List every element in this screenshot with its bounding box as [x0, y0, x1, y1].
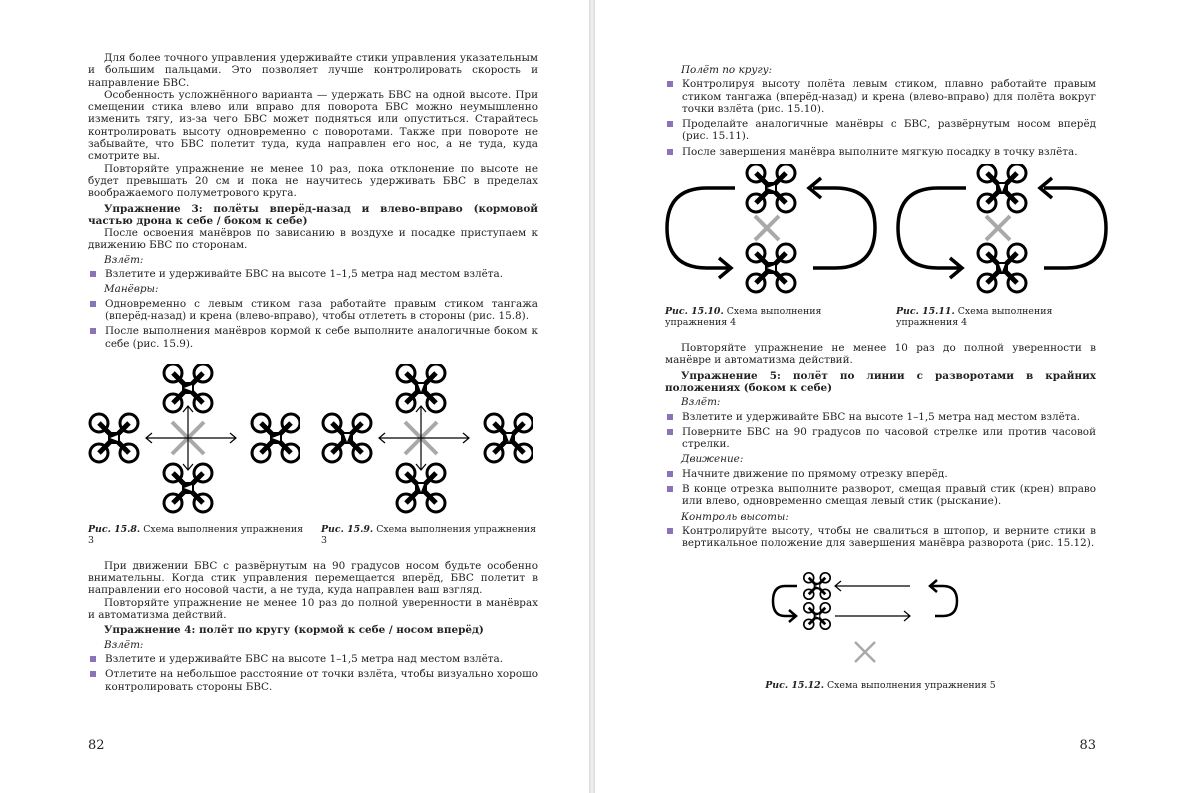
- maneuvers-label: Манёвры:: [104, 283, 159, 296]
- figure-15-11: [896, 164, 1111, 328]
- figure-15-8: [88, 364, 305, 546]
- bullet-marker: [667, 149, 673, 155]
- figure-15-9-diagram: [321, 364, 533, 522]
- figure-15-12: [665, 570, 1096, 691]
- list-item: После завершения манёвра выполните мягкую посадку в точку взлёта.: [665, 146, 1096, 158]
- bullet-list: [88, 268, 538, 280]
- bullet-marker: [667, 121, 673, 127]
- list-item: Начните движение по прямому отрезку вперёд.: [665, 468, 1096, 480]
- bullet-list: [665, 468, 1096, 508]
- list-item: Одновременно с левым стиком газа работайте правым стиком тангажа (вперёд-назад) и крена (влево-вправо), чтобы отлететь в стороны (рис. 15.8).: [88, 298, 538, 323]
- exercise-5-title: Упражнение 5: полёт по линии с разворотами в крайних положениях (боком к себе): [665, 369, 1096, 394]
- list-item: Контролируйте высоту, чтобы не свалиться в штопор, и верните стики в вертикальное положение для завершения манёвра разворота (рис. 15.12).: [665, 525, 1096, 550]
- exercise-3-title: Упражнение 3: полёты вперёд-назад и влево-вправо (кормовой частью дрона к себе / боком к себе): [88, 202, 538, 227]
- list-item: Поверните БВС на 90 градусов по часовой стрелке или против часовой стрелки.: [665, 426, 1096, 451]
- paragraph: Повторяйте упражнение не менее 10 раз до полной уверенности в манёвре и автоматизма действий.: [665, 342, 1096, 367]
- left-page: [0, 0, 589, 793]
- list-item: Проделайте аналогичные манёвры с БВС, развёрнутым носом вперёд (рис. 15.11).: [665, 118, 1096, 143]
- takeoff-label: Взлёт:: [681, 396, 721, 409]
- figure-15-8-diagram: [88, 364, 300, 522]
- list-item: Отлетите на небольшое расстояние от точки взлёта, чтобы визуально хорошо контролировать стороны БВС.: [88, 668, 538, 693]
- list-item: Взлетите и удерживайте БВС на высоте 1–1,5 метра над местом взлёта.: [88, 653, 538, 665]
- list-item: После выполнения манёвров кормой к себе выполните аналогичные боком к себе (рис. 15.9).: [88, 325, 538, 350]
- figure-15-10: [665, 164, 880, 328]
- bullet-list: [665, 525, 1096, 550]
- list-item: Взлетите и удерживайте БВС на высоте 1–1,5 метра над местом взлёта.: [665, 411, 1096, 423]
- list-item: В конце отрезка выполните разворот, смещая правый стик (крен) вправо или влево, одновременно смещая левый стик (рыскание).: [665, 483, 1096, 508]
- paragraph: Повторяйте упражнение не менее 10 раз до полной уверенности в манёврах и автоматизма действий.: [88, 596, 538, 622]
- altitude-control-label: Контроль высоты:: [681, 510, 789, 523]
- figure-caption: Рис. 15.12. Схема выполнения упражнения 5: [765, 679, 996, 691]
- bullet-marker: [667, 414, 673, 420]
- movement-label: Движение:: [681, 453, 744, 466]
- bullet-list: [88, 298, 538, 350]
- figure-caption: Рис. 15.10. Схема выполнения упражнения 4: [665, 306, 822, 329]
- bullet-list: [88, 653, 538, 693]
- bullet-marker: [90, 328, 96, 334]
- paragraph: Особенность усложнённого варианта — удержать БВС на одной высоте. При смещении стика влево или вправо для поворота БВС можно неумышленно изменить тягу, из-за чего БВС может подняться или опуститься. Старайтесь контролировать высоту одновременно с поворотами. Также при повороте не забывайте, что БВС полетит туда, куда направлен его нос, а не туда, куда смотрите вы.: [88, 88, 538, 163]
- bullet-marker: [667, 429, 673, 435]
- bullet-list: [665, 78, 1096, 158]
- paragraph: При движении БВС с развёрнутым на 90 градусов носом будьте особенно внимательны. Когда стик управления перемещается вперёд, БВС полетит в направлении его носовой части, а не туда, куда направлен ваш взгляд.: [88, 559, 538, 597]
- figure-15-11-diagram: [896, 164, 1111, 304]
- figure-caption: Рис. 15.9. Схема выполнения упражнения 3: [321, 523, 537, 546]
- figure-caption: Рис. 15.11. Схема выполнения упражнения 4: [896, 306, 1053, 329]
- bullet-marker: [90, 301, 96, 307]
- page-number: 82: [88, 738, 105, 753]
- exercise-4-title: Упражнение 4: полёт по кругу (кормой к себе / носом вперёд): [104, 624, 484, 637]
- takeoff-label: Взлёт:: [104, 253, 144, 266]
- figure-15-12-diagram: [665, 570, 1091, 678]
- bullet-marker: [667, 528, 673, 534]
- page-number: 83: [1079, 738, 1096, 753]
- bullet-marker: [667, 471, 673, 477]
- bullet-marker: [667, 81, 673, 87]
- paragraph: Для более точного управления удерживайте стики управления указательным и большим пальцами. Это позволяет лучше контролировать скорость и направление БВС.: [88, 52, 538, 89]
- bullet-marker: [90, 671, 96, 677]
- bullet-list: [665, 411, 1096, 451]
- bullet-marker: [667, 486, 673, 492]
- figure-15-9: [321, 364, 538, 546]
- paragraph: Повторяйте упражнение не менее 10 раз, пока отклонение по высоте не будет превышать 20 см и пока не научитесь удерживать БВС в пределах воображаемого полуметрового круга.: [88, 162, 538, 200]
- circle-flight-label: Полёт по кругу:: [681, 64, 773, 76]
- takeoff-label: Взлёт:: [104, 638, 144, 651]
- figure-15-10-diagram: [665, 164, 880, 304]
- bullet-marker: [90, 271, 96, 277]
- figure-caption: Рис. 15.8. Схема выполнения упражнения 3: [88, 523, 304, 546]
- paragraph: После освоения манёвров по зависанию в воздухе и посадке приступаем к движению БВС по сторонам.: [88, 227, 538, 252]
- list-item: Контролируя высоту полёта левым стиком, плавно работайте правым стиком тангажа (вперёд-назад) и крена (влево-вправо) для полёта вокруг точки взлёта (рис. 15.10).: [665, 78, 1096, 115]
- bullet-marker: [90, 656, 96, 662]
- right-page: [595, 0, 1184, 793]
- list-item: Взлетите и удерживайте БВС на высоте 1–1,5 метра над местом взлёта.: [88, 268, 538, 280]
